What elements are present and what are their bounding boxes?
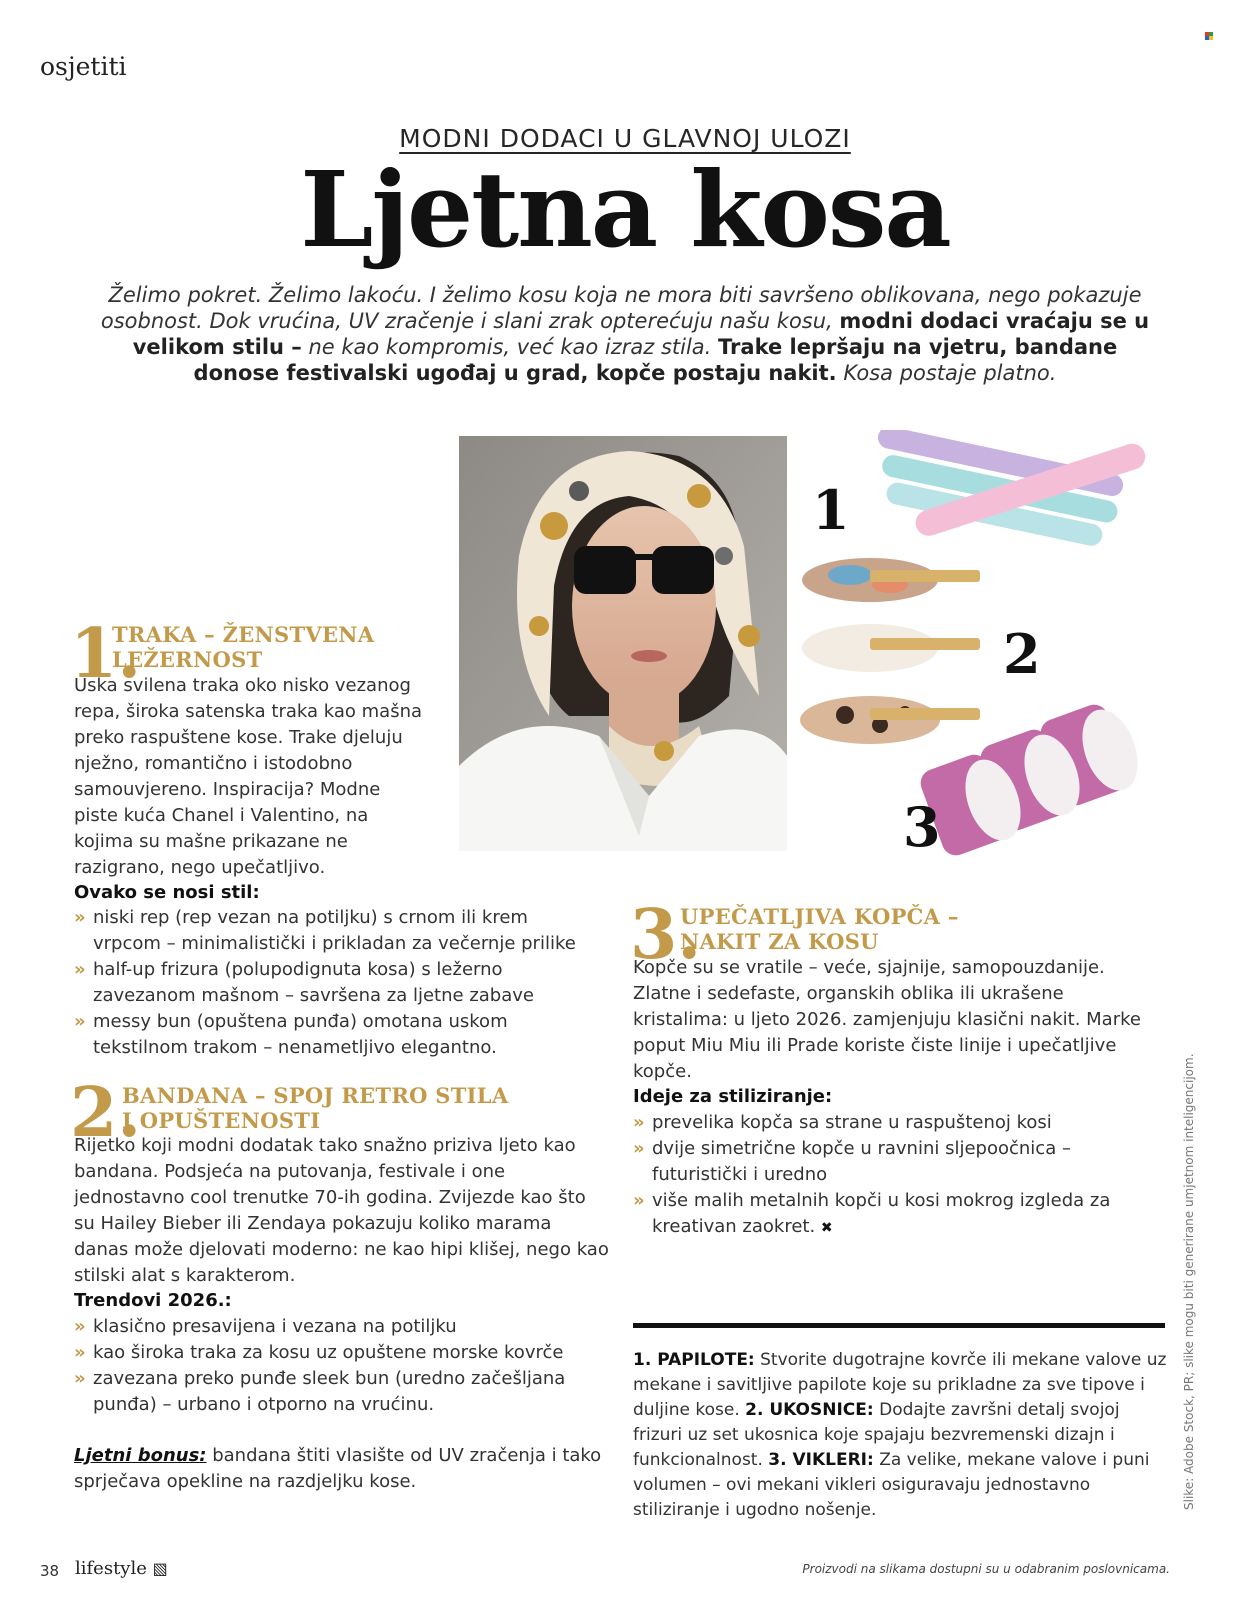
section3-list-title: Ideje za stiliziranje: xyxy=(633,1086,833,1107)
section2-title-line1: BANDANA – SPOJ RETRO STILA xyxy=(122,1083,509,1108)
section1-list-title: Ovako se nosi stil: xyxy=(74,882,260,903)
kicker-text: MODNI DODACI U GLAVNOJ ULOZI xyxy=(399,124,851,153)
section2-list-title: Trendovi 2026.: xyxy=(74,1290,232,1311)
caption-text-2: Dodajte završni detalj svojoj frizuri uz set ukosnica koje spajaju bezvremenski dizajn i funkcionalnost. xyxy=(633,1400,1120,1470)
page-title: Ljetna kosa xyxy=(300,148,950,271)
list-item: » half-up frizura (polupodignuta kosa) s ležerno zavezanom mašnom – savršena za ljetne zabave xyxy=(74,959,534,1006)
list-item: » kao široka traka za kosu uz opuštene morske kovrče xyxy=(74,1342,564,1363)
section3-title xyxy=(680,904,959,954)
section3-title-line1: UPEČATLJIVA KOPČA – xyxy=(680,904,959,929)
hero-photo xyxy=(459,436,787,851)
list-item: » zavezana preko punđe sleek bun (uredno začešljana punđa) – urbano i otporno na vrućinu. xyxy=(74,1368,566,1415)
corner-mark-icon xyxy=(1205,32,1213,40)
end-mark-icon: ✖ xyxy=(820,1220,833,1236)
section2-list xyxy=(74,1314,609,1418)
summer-bonus xyxy=(74,1443,609,1495)
section2-number: 2. xyxy=(70,1073,141,1153)
product-label-3: 3 xyxy=(903,795,941,859)
list-item: » više malih metalnih kopči u kosi mokrog izgleda za kreativan zaokret. ✖ xyxy=(633,1190,1111,1237)
caption-divider xyxy=(633,1323,1165,1328)
caption-head-2: 2. UKOSNICE: xyxy=(745,1400,874,1420)
intro-paragraph xyxy=(100,282,1150,386)
caption-text-3: Za velike, mekane valove i puni volumen – ovi mekani vikleri osiguravaju jednostavno stiliziranje i ugodno nošenje. xyxy=(633,1450,1150,1520)
section2-title-line2: I OPUŠTENOSTI xyxy=(122,1108,321,1133)
list-item: » prevelika kopča sa strane u raspuštenoj kosi xyxy=(633,1112,1052,1133)
caption-text-1: Stvorite dugotrajne kovrče ili mekane valove uz mekane i savitljive papilote koje su prikladne za sve tipove i duljine kose. xyxy=(633,1350,1167,1420)
section1-number: 1. xyxy=(70,614,141,694)
footer-brand-text: lifestyle xyxy=(75,1558,147,1579)
product-label-2: 2 xyxy=(1003,622,1041,686)
section-label: osjetiti xyxy=(40,52,127,81)
summer-bonus-text: bandana štiti vlasište od UV zračenja i tako sprječava opekline na razdjeljku kose. xyxy=(74,1445,602,1492)
footer-note: Proizvodi na slikama dostupni su u odabranim poslovnicama. xyxy=(802,1562,1170,1576)
image-credit-text: Slike: Adobe Stock, PR; slike mogu biti generirane umjetnom inteligencijom. xyxy=(1182,1053,1196,1510)
section1-title-line1: TRAKA – ŽENSTVENA xyxy=(112,622,375,647)
page-number: 38 xyxy=(40,1562,60,1580)
intro-bold1: modni dodaci vraćaju se u velikom stilu – xyxy=(132,309,1150,359)
summer-bonus-label: Ljetni bonus: xyxy=(74,1445,207,1466)
section3-number: 3. xyxy=(630,895,701,975)
caption-head-1: 1. PAPILOTE: xyxy=(633,1350,755,1370)
image-credit xyxy=(1182,1053,1204,1510)
caption-head-3: 3. VIKLERI: xyxy=(768,1450,874,1470)
product-caption xyxy=(633,1348,1173,1523)
section1-list xyxy=(74,905,594,1061)
intro-part2: ne kao kompromis, već kao izraz stila. xyxy=(301,335,719,359)
list-item: » messy bun (opuštena punđa) omotana uskom tekstilnom trakom – nenametljivo elegantno. xyxy=(74,1011,508,1058)
list-item: » klasično presavijena i vezana na potiljku xyxy=(74,1316,457,1337)
section1-title-line2: LEŽERNOST xyxy=(112,647,263,672)
list-item: » niski rep (rep vezan na potiljku) s crnom ili krem vrpcom – minimalistički i prikladan za večernje prilike xyxy=(74,907,576,954)
intro-part1: Želimo pokret. Želimo lakoću. I želimo kosu koja ne mora biti savršeno oblikovana, nego pokazuje osobnost. Dok vrućina, UV zračenje i slani zrak opterećuju našu kosu, xyxy=(100,283,1142,333)
section2-body: Rijetko koji modni dodatak tako snažno priziva ljeto kao bandana. Podsjeća na putovanja, festivale i one jednostavno cool trenutke 70-ih godina. Zvijezde kao što su Hailey Bieber ili Zendaya pokazuju koliko marama danas može djelovati moderno: ne kao hipi klišej, nego kao stilski alat s karakterom. xyxy=(74,1135,609,1286)
section3-list xyxy=(633,1110,1168,1241)
list-item: » dvije simetrične kopče u ravnini sljepoočnica – futuristički i uredno xyxy=(633,1138,1071,1185)
product-label-1: 1 xyxy=(812,478,850,542)
intro-part3: Kosa postaje platno. xyxy=(836,361,1057,385)
section2-title xyxy=(122,1083,508,1133)
footer-brand xyxy=(75,1558,168,1579)
intro-bold2: Trake lepršaju na vjetru, bandane donose festivalski ugođaj u grad, kopče postaju nakit. xyxy=(193,335,1118,385)
section3-title-line2: NAKIT ZA KOSU xyxy=(680,929,879,954)
section1-title xyxy=(112,622,374,672)
brand-logo-icon: ▧ xyxy=(152,1559,168,1578)
section1-body: Uska svilena traka oko nisko vezanog repa, široka satenska traka kao mašna preko raspuštene kose. Trake djeluju nježno, romantično i istodobno samouvjereno. Inspiracija? Modne piste kuća Chanel i Valentino, na kojima su mašne prikazane ne razigrano, nego upečatljivo. xyxy=(74,675,423,878)
section3-body: Kopče su se vratile – veće, sjajnije, samopouzdanije. Zlatne i sedefaste, organskih oblika ili ukrašene kristalima: u ljeto 2026. zamjenjuju klasični nakit. Marke poput Miu Miu ili Prade koriste čiste linije i upečatljive kopče. xyxy=(633,957,1141,1082)
